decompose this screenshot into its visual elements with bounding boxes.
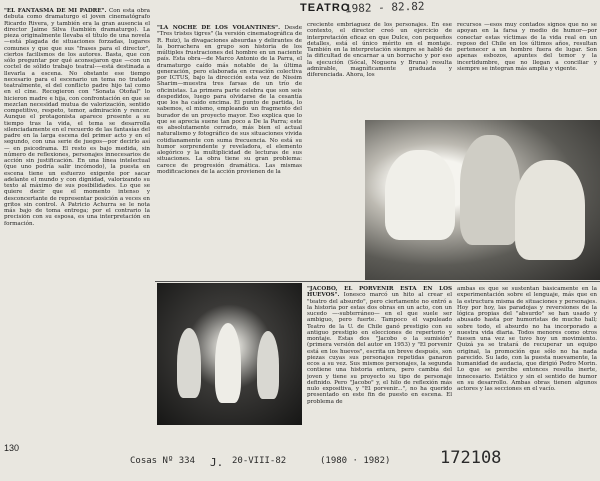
column-2-text: Desde "Tres tristes tigres" (la versión cinematográfica de R. Ruiz), la divagaciones absurdas y delirantes de la borrachera en grupo son historia de los múltiples frustraciones del hombre en un naciente país. Esta obra—de Marco Antonio de la Parra, el dramaturgo caído más notable de la última generación, pero elaborada en creación colectiva por ICTUS, bajo la dirección esta vez de Nissim Sharim—muestra tres farsas de un trío de oficinistas. La primera parte celebra que son seis despedidos, luego para olvidarse de la cesantía que los ha caído encima. El punto de partida, lo sabemos, el mismo, empleando un fragmento del burador de un proyecto mayor. Eso explica que lo que se aprecia suene tan poco a De la Parra; este es absolutamente cerrado, más bien el actual naturalismo y fotográfico de sus situaciones vivida cotidianamente con suma frecuencia. No está su humor sorprendente y reveladora, el elemento alegórico y la multiplicidad de lecturas de sus situaciones. La obra tiene su gran problema: carece de progresión dramática. Las mismas modificaciones de la acción provienen de la bbox=[157, 25, 302, 175]
review-title-jacobo: "JACOBO, EL PORVENIR ESTÁ EN LOS HUEVOS". bbox=[307, 286, 452, 299]
column-6 bbox=[457, 286, 597, 446]
column-4-text: recursos —esos muy contados signos que no se apoyan en la farsa y medio de humor—por conectar estas víctimas de la vida real en un reposo del Chile en los últimos años, resultan pertenecer a un hombre fuera de lugar. Son apenas esbozos, apuntes del temor y la incertidumbre, que no llegan a conciliar y siempre se integran más amplia y vigente. bbox=[457, 22, 597, 72]
review-title-fantasma: "EL FANTASMA DE MI PADRE". bbox=[4, 8, 107, 14]
section-divider bbox=[155, 281, 600, 282]
column-6-text: ambas es que se sustentan básicamente en la experimentación sobre el lenguaje, más que en la estructura misma de situaciones y personajes. Hoy por hoy, las paradojas y reversiones de la lógica propias del "absurdo" se han usado y abusado hasta por humoristas de mucho hall; sobre todo, el absurdo no ha incorporado a nuestra vida diaria. Todos menores como otros fuesen una vez se tuvo hoy un movimiento. Quizá ya se tratará de recuperar un equipo original, la promoción que sólo no ha nada parecido. Su lado, con la puesta nuevamente, la humanidad de audacia, que dirigió Pedro Morin. Lo que se percibe entonces resulta inerte, innecesario. Estático y sin el sentido de humor en su desarrollo. Ambas obras tienen algunos actores y las secciones en el vacío. bbox=[457, 286, 597, 392]
column-4 bbox=[457, 22, 597, 117]
handwritten-catalog-number: 172108 bbox=[440, 448, 502, 468]
photo-volantines-actors bbox=[365, 120, 600, 280]
handwritten-date-footer: 20-VIII-82 bbox=[232, 456, 287, 466]
column-5 bbox=[307, 286, 452, 446]
column-3-text: creciente embriaguez de los personajes. En ese contexto, el director creó un ejercicio de interpretación eficaz en que Dulce, con pequeños detalles, está el único mérito en el montaje. También en la interpretación siempre se habló de la dificultad de encarnar a un borracho y por eso la ejecución (Sócal, Noguera y Bruna) resulta admirable, magníficamente graduada y diferenciada. Ahora, los bbox=[307, 22, 452, 78]
handwritten-source: Cosas Nº 334 bbox=[130, 456, 196, 466]
column-2 bbox=[157, 25, 302, 275]
page-number: 130 bbox=[4, 443, 20, 453]
handwritten-date: 1982 - 82.82 bbox=[344, 0, 425, 16]
handwritten-initial: J. bbox=[210, 456, 224, 469]
column-1-text: Con esta obra debuta como dramaturgo el joven cinematógrafo Ricardo Rivera, y también era la gran ausencia el director Jaime Silva (también dramaturgo). La pieza originalmente llevaba el título de una novela —está plagada de situaciones forzadas, lugares comunes y que que sus "frases para el director", ciertos facilismos de los autores. Basta, que con sólo preguntar por qué aconsejaron que —con un coctel de sólido trabajo teatral-—está destinada a llevarla a escena. No obstante ese tiempo necesario para el escenario un tema no tratado teatralmente, el del conflicto padre hijo tal como en el cine. Recogieron con "Sonata Otoñal" lo hicieron madre e hija, con confrontación en que se mezclan necesidad mutua de valorización, sentido competitivo, respeto, temor, admiración y rencor. Aunque el protagonista aparece presente a su tiempo tras la vida, el tema se desarrolla silenciadamente en el recuerdo de las fantasías del padre en la larga escena del primer acto y en el segundo, con una serie de juegos—por decirlo así— en psicodrama. El resto es bajo medida, sin número de reflexiones, personajes innecesarios de acción sin justificación. En una línea intelectual (que uno podría salir incómodo), la puesta en escena tiene un esfuerzo exigente por sacar adelante el mundo y con dignidad, valorizando su texto al máximo de sus posibilidades. Lo que se quiere decir que el momento intenso y desconcertante de representar posición a veces en gritos sin control. A Patricio Achurra se le nota más bajo de toma entrega; por el contrario la precisión con su esposa, es una interpretación en formación. bbox=[4, 8, 150, 227]
column-3 bbox=[307, 22, 452, 117]
photo-jacobo-actors bbox=[157, 283, 302, 425]
review-title-volantines: "LA NOCHE DE LOS VOLANTINES". bbox=[157, 25, 281, 31]
column-1 bbox=[4, 8, 150, 438]
handwritten-years: (1980 · 1982) bbox=[320, 456, 391, 466]
column-5-text: Ionesco marcó un hito al crear el "teatro del absurdo", pero ciertamente no entró a la historia por estas dos obras en un acto, con un sucedo —-subterráneo— en el que suele ser ambiguo, pero fuerte. Tampoco el vapuleado Teatro de la U. de Chile ganó prestigio con su antiguo prestigio en elecciones de repertorio y montaje. Estas dos "Jacobo o la sumisión" (primera versión del autor en 1953) y "El porvenir está en los huevos", escrita un breve después, son piezas cuyas sus personajes repetidas ganaron ecos a su vez. Sus mismos personajes, la segunda contiene una historia entera, pero cambia del joven y tiene su proyecto su tipo de personaje definido. Pero "Jacobo" y, el hilo de reflexión más nulo expositiva, y "El porvenir...", no ha querido presentado en este fin de puesto en escena. El problema de bbox=[307, 292, 452, 405]
section-title: TEATRO bbox=[300, 2, 351, 14]
